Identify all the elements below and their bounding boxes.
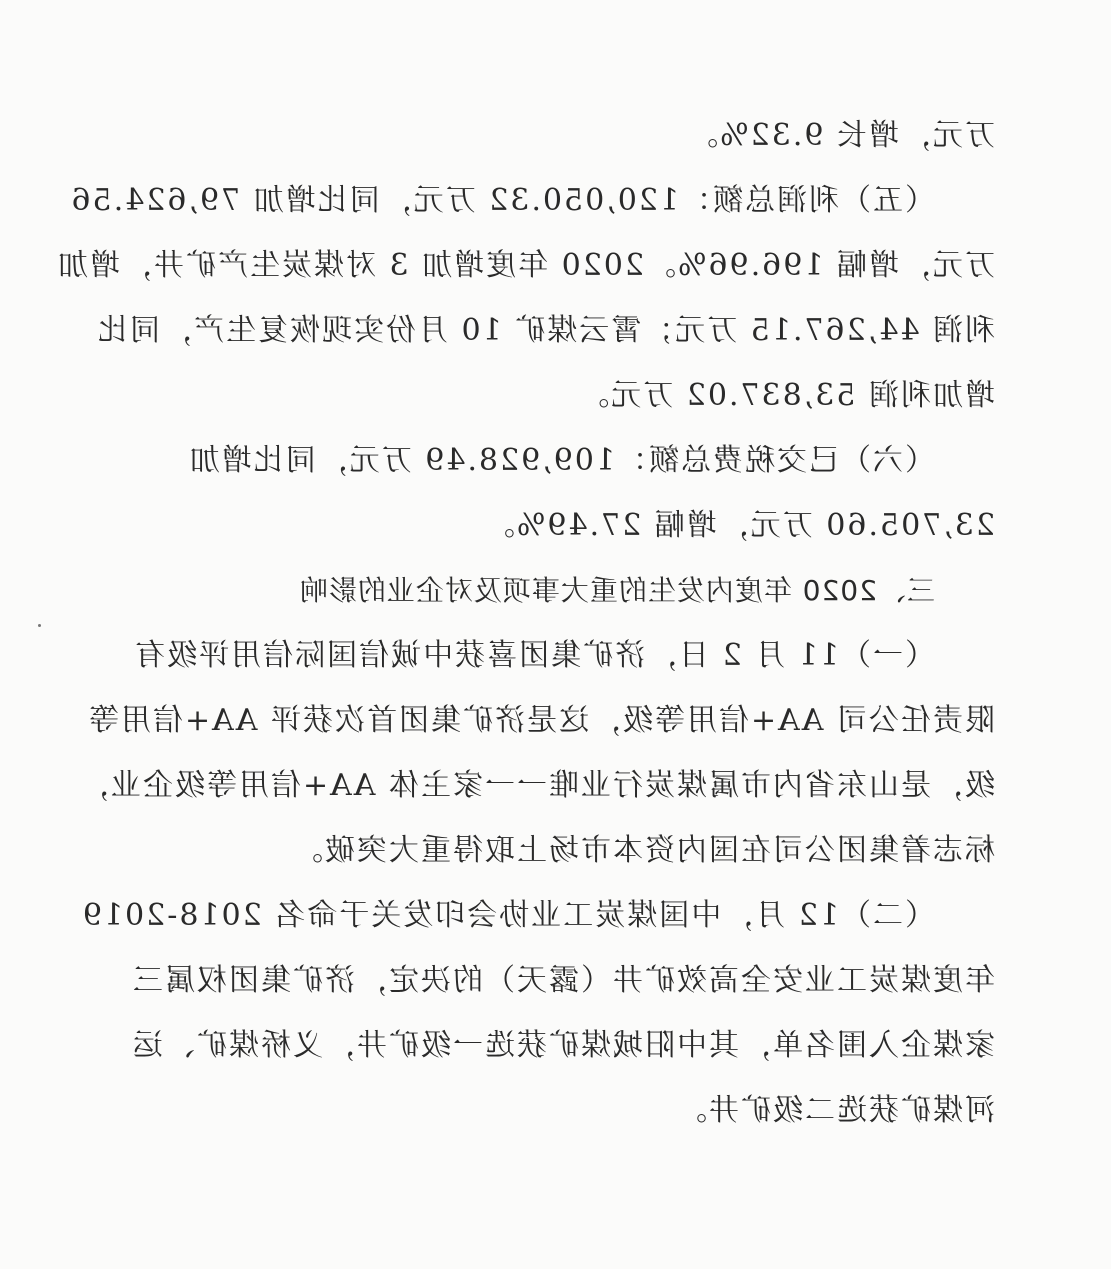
text-line: 标志着集团公司在国内资本市场上取得重大突破。	[291, 833, 995, 868]
section-heading: 三、2020 年度内发生的重大事项及对企业的影响	[298, 574, 935, 607]
text-line: 家煤企入围名单，其中阳城煤矿获选一级矿井，义桥煤矿、运	[131, 1028, 995, 1063]
text-line: 万元，增幅 196.96%。2020 年度增加 3 对煤炭生产矿井，增加	[55, 248, 995, 283]
text-line: 万元，增长 9.32%。	[686, 118, 995, 153]
text-line: 年度煤炭工业安全高效矿井（露天）的决定，济矿集团权属三	[131, 963, 995, 998]
text-line: （一）11 月 2 日，济矿集团喜获中诚信国际信用评级有	[133, 638, 935, 673]
text-line: （六）已交税费总额：109,928.49 万元，同比增加	[187, 443, 935, 478]
text-line: 增加利润 53,837.02 万元。	[577, 378, 995, 413]
text-line: 河煤矿获选二级矿井。	[675, 1093, 995, 1128]
text-line: （二）12 月，中国煤炭工业协会印发关于命名 2018-2019	[80, 898, 935, 933]
scan-speck	[38, 624, 41, 627]
text-line: 23,705.60 万元，增幅 27.49%。	[482, 508, 995, 543]
text-line: 限责任公司 AA+信用等级，这是济矿集团首次获评 AA+信用等	[86, 703, 995, 738]
text-line: 利润 44,267.15 万元；霄云煤矿 10 月份实现恢复生产，同比	[96, 313, 995, 348]
text-line: 级，是山东省内市属煤炭行业唯一一家主体 AA+信用等级企业，	[76, 768, 995, 803]
text-line: （五）利润总额：120,050.32 万元，同比增加 79,624.56	[69, 183, 935, 218]
